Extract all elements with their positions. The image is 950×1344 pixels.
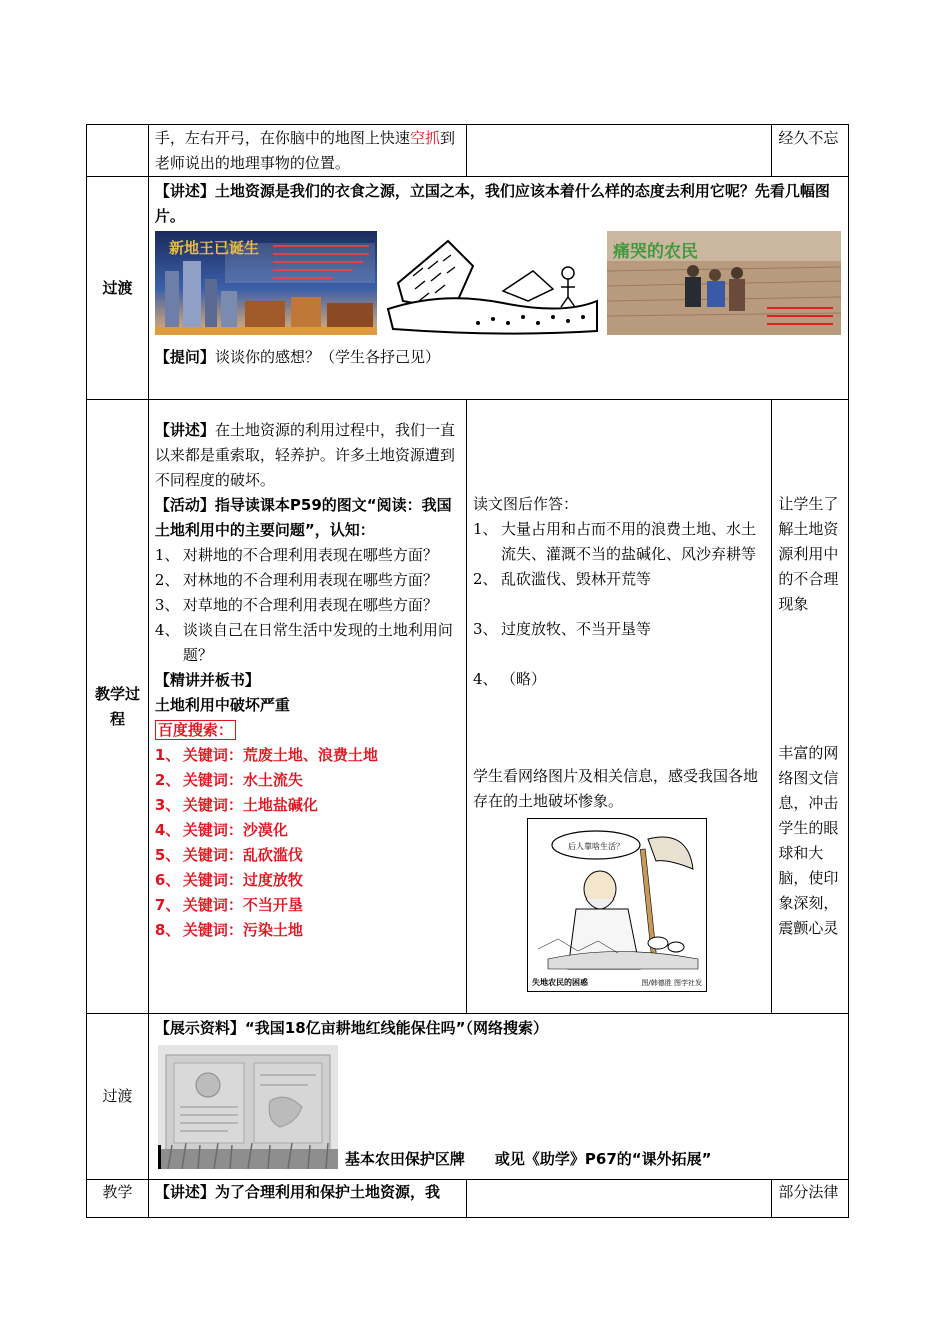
lecture-tag: 【讲述】 (154, 421, 215, 439)
intent-text: 让学生了解土地资源利用中的不合理现象 (778, 495, 839, 613)
list-text: 过度放牧、不当开垦等 (500, 620, 651, 638)
text: 到老师说出的地理事物的位置。 (154, 129, 455, 172)
list-number: 4、 (472, 670, 498, 688)
list-text: 关键词：污染土地 (182, 921, 303, 939)
list-number: 8、 (154, 921, 181, 939)
list-text: 关键词：水土流失 (182, 771, 303, 789)
cartoon-credit: 图/韩德胜 图学社发 (641, 979, 702, 987)
bubble-text: 后人靠啥生活？ (567, 842, 624, 851)
list-text: 关键词：不当开垦 (182, 896, 303, 914)
image-title: 痛哭的农民 (612, 242, 698, 262)
activity-text: 【活动】指导读课本P59的图文“阅读：我国土地利用中的主要问题”，认知： (154, 496, 452, 539)
list-text: 关键词：乱砍滥伐 (182, 846, 303, 864)
question-item (155, 568, 460, 593)
list-text: 关键词：沙漠化 (182, 821, 288, 839)
intent-text: 丰富的网络图文信息，冲击学生的眼球和大脑，使印象深刻，震颤心灵 (778, 744, 839, 937)
student-cell-empty (466, 1180, 771, 1218)
list-text: 关键词：过度放牧 (182, 871, 303, 889)
highlight-text: 空抓 (409, 129, 440, 147)
list-number: 1、 (154, 746, 181, 764)
question-line (155, 345, 842, 370)
content-cell (148, 125, 466, 177)
list-number: 3、 (154, 596, 180, 614)
keyword-item (155, 793, 460, 818)
row-label: 教学 (87, 1180, 149, 1218)
question-item (155, 543, 460, 568)
answer-item (473, 517, 765, 567)
answer-list (473, 517, 765, 692)
question-item (155, 593, 460, 618)
design-intent-cell (772, 400, 849, 1014)
cartoon-caption: 失地农民的困惑 (531, 978, 588, 987)
lecture-tag: 【讲述】 (154, 1183, 215, 1201)
question-item (155, 618, 460, 668)
list-number: 2、 (154, 571, 180, 589)
farmland-sign-photo (158, 1045, 338, 1169)
intent-note: 经久不忘 (778, 129, 839, 147)
keyword-item (155, 818, 460, 843)
row-teaching-2 (87, 1180, 849, 1218)
transition-content (148, 177, 848, 400)
keyword-item (155, 893, 460, 918)
answer-item (473, 667, 765, 692)
keyword-item (155, 918, 460, 943)
text: 手，左右开弓，在你脑中的地图上快速 (154, 129, 410, 147)
list-number: 3、 (472, 620, 498, 638)
list-number: 6、 (154, 871, 181, 889)
list-number: 1、 (154, 546, 180, 564)
keyword-item (155, 743, 460, 768)
question-tag: 【提问】 (154, 348, 215, 366)
list-text: 对草地的不合理利用表现在哪些方面？ (182, 596, 438, 614)
row-label: 过渡 (87, 177, 149, 400)
lesson-plan-table (86, 124, 849, 1218)
answer-item (473, 617, 765, 642)
land-king-photo (155, 231, 377, 335)
keyword-list (155, 743, 460, 943)
label-cell-empty (87, 125, 149, 177)
list-text: 关键词：荒废土地、浪费土地 (182, 746, 378, 764)
teacher-activity-cell (148, 1180, 466, 1218)
row-transition-2 (87, 1014, 849, 1180)
material-title: 【展示资料】“我国18亿亩耕地红线能保住吗”（网络搜索） (154, 1019, 549, 1037)
row-label: 教学过程 (87, 400, 149, 1014)
image-strip (155, 231, 842, 337)
board-title: 土地利用中破坏严重 (154, 696, 290, 714)
photo-caption: 基本农田保护区牌 或见《助学》P67的“课外拓展” (344, 1150, 712, 1168)
intent-cell (772, 125, 849, 177)
list-text: 乱砍滥伐、毁林开荒等 (500, 570, 651, 588)
board-tag: 【精讲并板书】 (154, 671, 260, 689)
row-teaching-process (87, 400, 849, 1014)
intent-cell (772, 1180, 849, 1218)
lecture-paragraph (155, 418, 460, 493)
keyword-item (155, 843, 460, 868)
list-number: 2、 (154, 771, 181, 789)
list-number: 3、 (154, 796, 181, 814)
cartoon-building-field (383, 231, 601, 335)
student-intro: 读文图后作答： (472, 495, 578, 513)
keyword-item (155, 868, 460, 893)
list-text: （略） (500, 670, 546, 688)
intro-text: 【讲述】土地资源是我们的衣食之源，立国之本，我们应该本着什么样的态度去利用它呢？先看几幅图片。 (154, 182, 830, 225)
list-text: 关键词：土地盐碱化 (182, 796, 318, 814)
transition-2-content (148, 1014, 848, 1180)
row-transition (87, 177, 849, 400)
cartoon-image (527, 818, 707, 992)
list-number: 2、 (472, 570, 498, 588)
lecture-text: 在土地资源的利用过程中，我们一直以来都是重索取，轻养护。许多土地资源遭到不同程度的破坏。 (154, 421, 455, 489)
list-text: 对林地的不合理利用表现在哪些方面？ (182, 571, 438, 589)
list-number: 4、 (154, 621, 180, 639)
teacher-activity-cell (148, 400, 466, 1014)
list-number: 7、 (154, 896, 181, 914)
keyword-item (155, 768, 460, 793)
intent-note: 部分法律 (778, 1183, 839, 1201)
list-number: 5、 (154, 846, 181, 864)
crying-farmers-photo (607, 231, 841, 335)
answer-item (473, 567, 765, 592)
image-title: 新地王已诞生 (168, 239, 259, 257)
student-activity-cell (466, 400, 771, 1014)
row-continuation (87, 125, 849, 177)
lecture-text: 为了合理利用和保护土地资源，我 (214, 1183, 440, 1201)
list-text: 对耕地的不合理利用表现在哪些方面？ (182, 546, 438, 564)
search-label: 百度搜索： (155, 720, 236, 740)
row-label: 过渡 (87, 1014, 149, 1180)
list-text: 大量占用和占而不用的浪费土地、水土流失、灌溉不当的盐碱化、风沙弃耕等 (500, 520, 756, 563)
question-text: 谈谈你的感想？（学生各抒己见） (214, 348, 440, 366)
list-text: 谈谈自己在日常生活中发现的土地利用问题？ (182, 621, 453, 664)
question-list (155, 543, 460, 668)
list-number: 4、 (154, 821, 181, 839)
list-number: 1、 (472, 520, 498, 538)
student-text: 学生看网络图片及相关信息，感受我国各地存在的土地破坏惨象。 (472, 767, 758, 810)
student-cell-empty (466, 125, 771, 177)
